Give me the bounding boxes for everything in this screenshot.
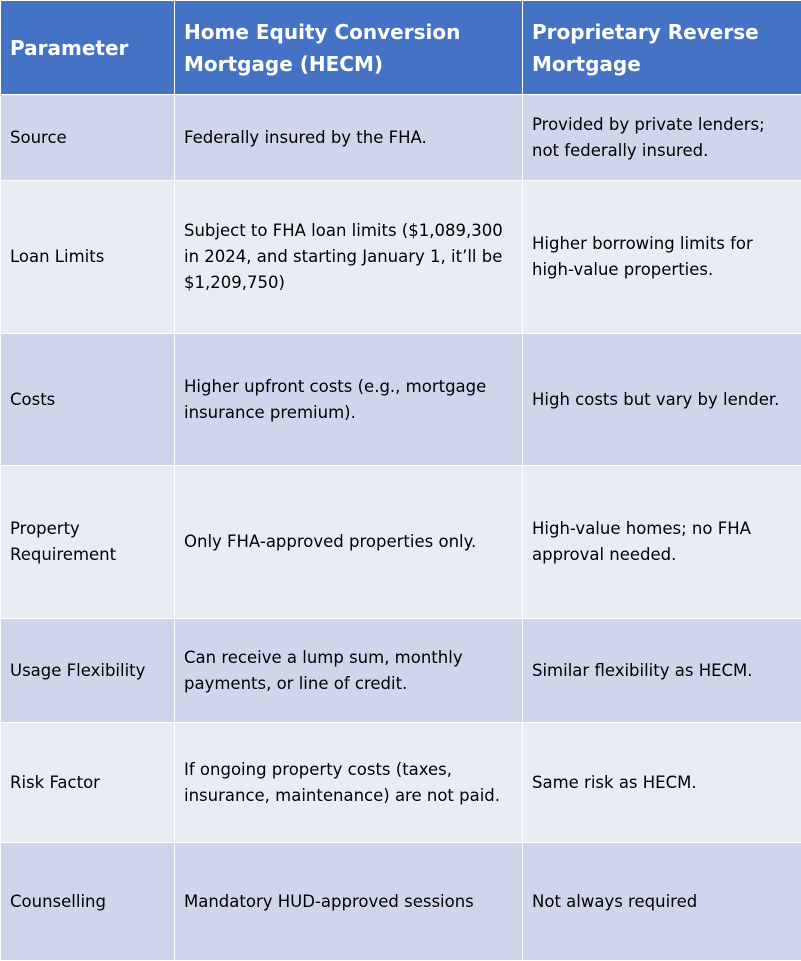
proprietary-cell: Higher borrowing limits for high-value properties. bbox=[523, 181, 801, 334]
proprietary-cell: High-value homes; no FHA approval needed. bbox=[523, 466, 801, 619]
table-row-counselling bbox=[1, 843, 801, 961]
hecm-cell: Higher upfront costs (e.g., mortgage insurance premium). bbox=[175, 334, 523, 466]
parameter-cell: Source bbox=[1, 95, 175, 181]
proprietary-cell: Not always required bbox=[523, 843, 801, 961]
table-row-risk-factor bbox=[1, 723, 801, 843]
table-row-loan-limits bbox=[1, 181, 801, 334]
header-row bbox=[1, 1, 801, 95]
header-proprietary: Proprietary Reverse Mortgage bbox=[523, 1, 801, 95]
parameter-cell: Loan Limits bbox=[1, 181, 175, 334]
parameter-cell: Usage Flexibility bbox=[1, 619, 175, 723]
header-hecm: Home Equity Conversion Mortgage (HECM) bbox=[175, 1, 523, 95]
proprietary-cell: Similar flexibility as HECM. bbox=[523, 619, 801, 723]
hecm-cell: Only FHA-approved properties only. bbox=[175, 466, 523, 619]
hecm-cell: Can receive a lump sum, monthly payments, or line of credit. bbox=[175, 619, 523, 723]
hecm-cell: Subject to FHA loan limits ($1,089,300 in 2024, and starting January 1, it’ll be $1,209,750) bbox=[175, 181, 523, 334]
proprietary-cell: High costs but vary by lender. bbox=[523, 334, 801, 466]
proprietary-cell: Provided by private lenders; not federally insured. bbox=[523, 95, 801, 181]
parameter-cell: Property Requirement bbox=[1, 466, 175, 619]
hecm-cell: Federally insured by the FHA. bbox=[175, 95, 523, 181]
header-parameter: Parameter bbox=[1, 1, 175, 95]
parameter-cell: Risk Factor bbox=[1, 723, 175, 843]
hecm-cell: If ongoing property costs (taxes, insurance, maintenance) are not paid. bbox=[175, 723, 523, 843]
table-row-property-requirement bbox=[1, 466, 801, 619]
table-row-costs bbox=[1, 334, 801, 466]
parameter-cell: Counselling bbox=[1, 843, 175, 961]
hecm-cell: Mandatory HUD-approved sessions bbox=[175, 843, 523, 961]
proprietary-cell: Same risk as HECM. bbox=[523, 723, 801, 843]
table-row-usage-flexibility bbox=[1, 619, 801, 723]
parameter-cell: Costs bbox=[1, 334, 175, 466]
table-row-source bbox=[1, 95, 801, 181]
